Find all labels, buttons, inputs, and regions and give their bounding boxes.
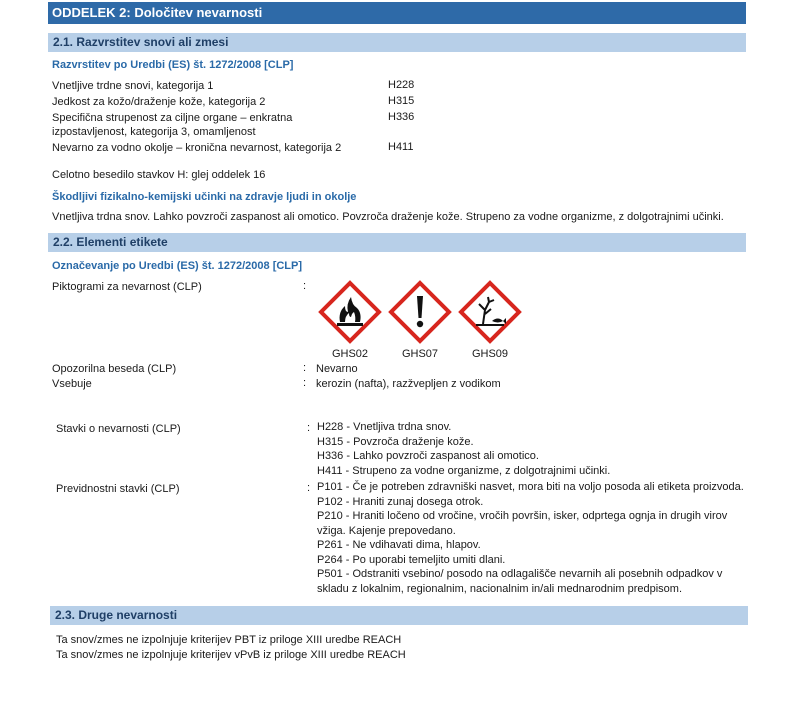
section-2-3-title: 2.3. Druge nevarnosti bbox=[50, 606, 748, 625]
classification-code: H228 bbox=[388, 79, 415, 91]
section-header: ODDELEK 2: Določitev nevarnosti bbox=[48, 2, 746, 24]
flame-icon bbox=[318, 280, 382, 344]
precautionary-statement: P264 - Po uporabi temeljito umiti dlani. bbox=[317, 553, 506, 566]
precautionary-statements-label: Previdnostni stavki (CLP) bbox=[56, 483, 180, 495]
classification-label: Jedkost za kožo/draženje kože, kategorija 2 bbox=[52, 96, 266, 108]
hazard-statement: H228 - Vnetljiva trdna snov. bbox=[317, 421, 452, 433]
contains-value: kerozin (nafta), razžvepljen z vodikom bbox=[316, 378, 501, 390]
contains-label: Vsebuje bbox=[52, 378, 92, 390]
signal-word-value: Nevarno bbox=[316, 363, 358, 375]
other-hazards-line: Ta snov/zmes ne izpolnjuje kriterijev vPvB iz priloge XIII uredbe REACH bbox=[56, 649, 406, 661]
ghs09-pictogram bbox=[458, 280, 522, 344]
colon: : bbox=[307, 422, 311, 434]
precautionary-statement: P102 - Hraniti zunaj dosega otrok. bbox=[317, 495, 484, 508]
signal-word-label: Opozorilna beseda (CLP) bbox=[52, 363, 177, 375]
pictogram-code: GHS02 bbox=[331, 348, 369, 360]
hazard-statement: H336 - Lahko povzroči zaspanost ali omotico. bbox=[317, 450, 539, 462]
colon: : bbox=[303, 377, 307, 389]
precautionary-statement: P261 - Ne vdihavati dima, hlapov. bbox=[317, 539, 481, 551]
effects-text: Vnetljiva trdna snov. Lahko povzroči zaspanost ali omotico. Povzroča draženje kože. Strupeno za vodne organizme, z dolgotrajnimi učinki. bbox=[52, 211, 724, 223]
labelling-heading: Označevanje po Uredbi (ES) št. 1272/2008 [CLP] bbox=[52, 260, 303, 272]
precautionary-statement: P210 - Hraniti ločeno od vročine, vročih površin, isker, odprtega ognja in drugih virov vžiga. Kajenje prepovedano. bbox=[317, 510, 728, 537]
hazard-statements-label: Stavki o nevarnosti (CLP) bbox=[56, 423, 181, 435]
precautionary-statement: P101 - Če je potreben zdravniški nasvet, mora biti na voljo posoda ali etiketa proizvoda. bbox=[317, 481, 744, 493]
pictogram-code: GHS09 bbox=[471, 348, 509, 360]
precautionary-statement: P501 - Odstraniti vsebino/ posodo na odlagališče nevarnih ali posebnih odpadkov v skladu z lokalnim, regionalnim, nacionalnim in/ali mednarodnim predpisom. bbox=[317, 568, 723, 595]
pictograms-label: Piktogrami za nevarnost (CLP) bbox=[52, 281, 202, 293]
pictogram-code: GHS07 bbox=[401, 348, 439, 360]
environment-icon bbox=[458, 280, 522, 344]
ghs07-pictogram bbox=[388, 280, 452, 344]
full-text-note: Celotno besedilo stavkov H: glej oddelek 16 bbox=[52, 169, 266, 181]
colon: : bbox=[303, 280, 307, 292]
precautionary-statements-list bbox=[317, 480, 757, 596]
hazard-statement: H411 - Strupeno za vodne organizme, z dolgotrajnimi učinki. bbox=[317, 464, 611, 477]
effects-heading: Škodljivi fizikalno-kemijski učinki na zdravje ljudi in okolje bbox=[52, 191, 357, 203]
other-hazards-line: Ta snov/zmes ne izpolnjuje kriterijev PBT iz priloge XIII uredbe REACH bbox=[56, 634, 402, 646]
hazard-statement: H315 - Povzroča draženje kože. bbox=[317, 435, 474, 448]
classification-code: H336 bbox=[388, 111, 415, 123]
section-2-2-title: 2.2. Elementi etikete bbox=[48, 233, 746, 252]
classification-code: H315 bbox=[388, 95, 415, 107]
classification-label: Nevarno za vodno okolje – kronična nevarnost, kategorija 2 bbox=[52, 142, 342, 154]
classification-label: Specifična strupenost za ciljne organe – enkratna izpostavljenost, kategorija 3, omamljenost bbox=[52, 112, 293, 138]
clp-classification-heading: Razvrstitev po Uredbi (ES) št. 1272/2008 [CLP] bbox=[52, 59, 294, 71]
ghs02-pictogram bbox=[318, 280, 382, 344]
classification-label: Vnetljive trdne snovi, kategorija 1 bbox=[52, 80, 214, 92]
classification-code: H411 bbox=[388, 141, 414, 153]
colon: : bbox=[307, 482, 311, 494]
hazard-statements-list bbox=[317, 420, 757, 478]
exclamation-icon bbox=[388, 280, 452, 344]
colon: : bbox=[303, 362, 307, 374]
section-2-1-title: 2.1. Razvrstitev snovi ali zmesi bbox=[48, 33, 746, 52]
